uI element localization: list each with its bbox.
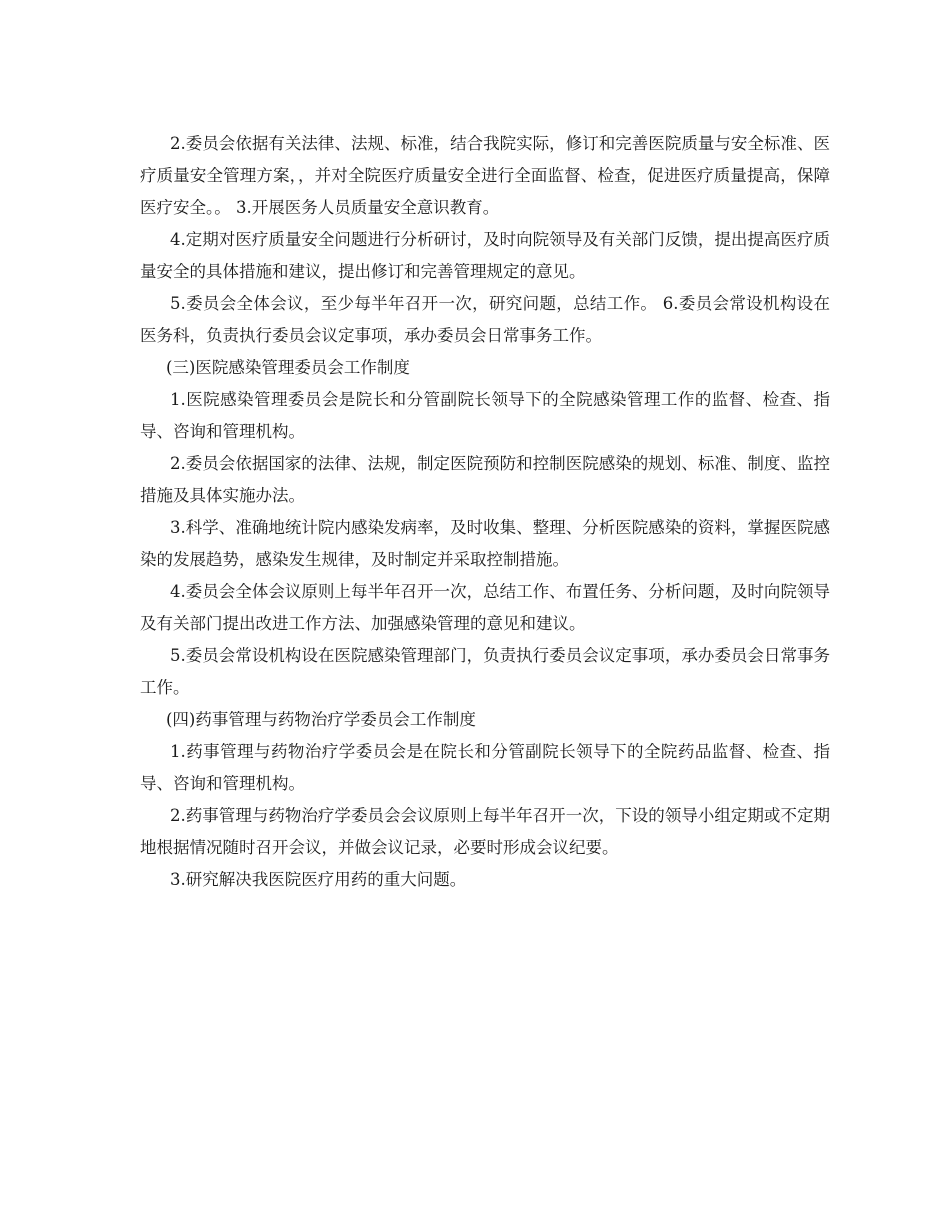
paragraph-infection-item-2: 2.委员会依据国家的法律、法规，制定医院预防和控制医院感染的规划、标准、制度、监控措施及具体实施办法。 xyxy=(140,454,830,505)
paragraph-quality-item-4: 4.定期对医疗质量安全问题进行分析研讨，及时向院领导及有关部门反馈，提出提高医疗质量安全的具体措施和建议，提出修订和完善管理规定的意见。 xyxy=(140,230,830,281)
section-heading-pharmacy-committee: (四)药事管理与药物治疗学委员会工作制度 xyxy=(166,710,476,729)
paragraph-pharmacy-item-2: 2.药事管理与药物治疗学委员会会议原则上每半年召开一次，下设的领导小组定期或不定期地根据情况随时召开会议，并做会议记录，必要时形成会议纪要。 xyxy=(140,806,830,857)
paragraph-pharmacy-item-1: 1.药事管理与药物治疗学委员会是在院长和分管副院长领导下的全院药品监督、检查、指导、咨询和管理机构。 xyxy=(140,742,830,793)
paragraph-infection-item-5: 5.委员会常设机构设在医院感染管理部门，负责执行委员会议定事项，承办委员会日常事务工作。 xyxy=(140,646,830,697)
paragraph-quality-item-5-6: 5.委员会全体会议，至少每半年召开一次，研究问题，总结工作。 6.委员会常设机构设在医务科，负责执行委员会议定事项，承办委员会日常事务工作。 xyxy=(140,294,830,345)
paragraph-infection-item-1: 1.医院感染管理委员会是院长和分管副院长领导下的全院感染管理工作的监督、检查、指导、咨询和管理机构。 xyxy=(140,390,830,441)
paragraph-infection-item-4: 4.委员会全体会议原则上每半年召开一次，总结工作、布置任务、分析问题，及时向院领导及有关部门提出改进工作方法、加强感染管理的意见和建议。 xyxy=(140,582,830,633)
document-body xyxy=(140,128,830,896)
paragraph-quality-item-2-3: 2.委员会依据有关法律、法规、标准，结合我院实际，修订和完善医院质量与安全标准、医疗质量安全管理方案，，并对全院医疗质量安全进行全面监督、检查，促进医疗质量提高，保障医疗安全。。 3.开展医务人员质量安全意识教育。 xyxy=(140,134,830,217)
paragraph-infection-item-3: 3.科学、准确地统计院内感染发病率，及时收集、整理、分析医院感染的资料，掌握医院感染的发展趋势，感染发生规律，及时制定并采取控制措施。 xyxy=(140,518,830,569)
paragraph-pharmacy-item-3: 3.研究解决我医院医疗用药的重大问题。 xyxy=(170,870,467,889)
section-heading-infection-committee: (三)医院感染管理委员会工作制度 xyxy=(166,358,410,377)
